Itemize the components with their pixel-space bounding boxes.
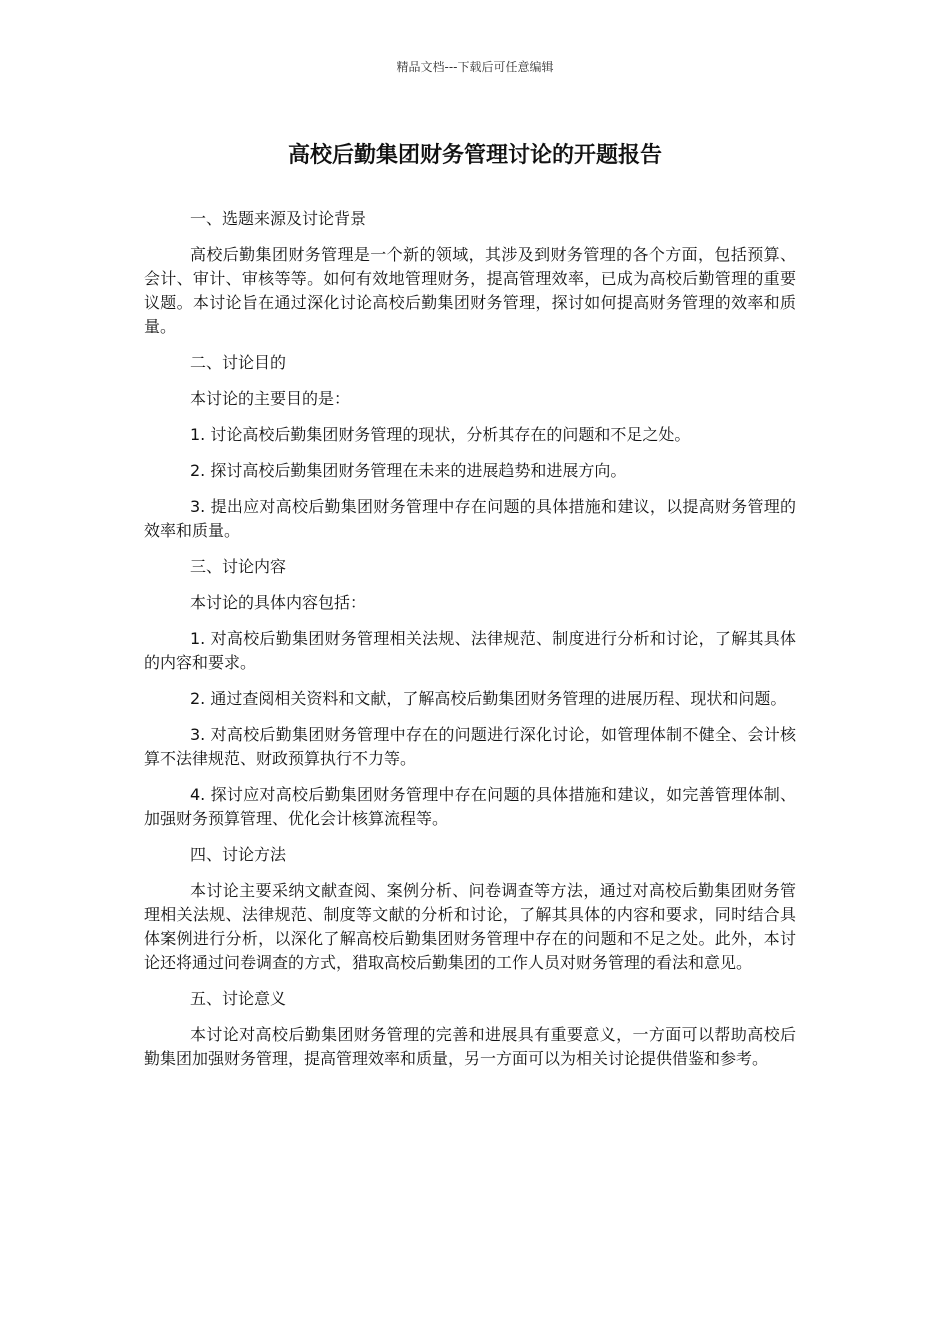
document-title: 高校后勤集团财务管理讨论的开题报告 [287, 143, 662, 168]
list-item-purpose-2: 2. 探讨高校后勤集团财务管理在未来的进展趋势和进展方向。 [190, 461, 627, 480]
paragraph-background: 高校后勤集团财务管理是一个新的领域，其涉及到财务管理的各个方面，包括预算、会计、审计、审核等等。如何有效地管理财务，提高管理效率，已成为高校后勤管理的重要议题。本讨论旨在通过深化讨论高校后勤集团财务管理，探讨如何提高财务管理的效率和质量。 [144, 245, 796, 336]
document-body [144, 207, 796, 1083]
list-item-content-3: 3. 对高校后勤集团财务管理中存在的问题进行深化讨论，如管理体制不健全、会计核算不法律规范、财政预算执行不力等。 [144, 725, 796, 768]
paragraph-significance: 本讨论对高校后勤集团财务管理的完善和进展具有重要意义，一方面可以帮助高校后勤集团加强财务管理，提高管理效率和质量，另一方面可以为相关讨论提供借鉴和参考。 [144, 1025, 796, 1068]
paragraph-purpose-intro: 本讨论的主要目的是： [190, 389, 351, 408]
list-item-content-1: 1. 对高校后勤集团财务管理相关法规、法律规范、制度进行分析和讨论，了解其具体的内容和要求。 [144, 629, 796, 672]
list-item-purpose-3: 3. 提出应对高校后勤集团财务管理中存在问题的具体措施和建议，以提高财务管理的效率和质量。 [144, 497, 796, 540]
section-heading-purpose: 二、讨论目的 [190, 353, 287, 372]
list-item-content-4: 4. 探讨应对高校后勤集团财务管理中存在问题的具体措施和建议，如完善管理体制、加强财务预算管理、优化会计核算流程等。 [144, 785, 796, 828]
list-item-content-2: 2. 通过查阅相关资料和文献，了解高校后勤集团财务管理的进展历程、现状和问题。 [190, 689, 787, 708]
section-heading-content: 三、讨论内容 [190, 557, 287, 576]
list-item-purpose-1: 1. 讨论高校后勤集团财务管理的现状，分析其存在的问题和不足之处。 [190, 425, 691, 444]
section-heading-significance: 五、讨论意义 [190, 989, 287, 1008]
header-note: 精品文档---下载后可任意编辑 [396, 60, 554, 74]
section-heading-background: 一、选题来源及讨论背景 [190, 209, 367, 228]
paragraph-content-intro: 本讨论的具体内容包括： [190, 593, 367, 612]
section-heading-method: 四、讨论方法 [190, 845, 287, 864]
paragraph-method: 本讨论主要采纳文献查阅、案例分析、问卷调查等方法，通过对高校后勤集团财务管理相关法规、法律规范、制度等文献的分析和讨论，了解其具体的内容和要求，同时结合具体案例进行分析，以深化了解高校后勤集团财务管理中存在的问题和不足之处。此外，本讨论还将通过问卷调查的方式，猎取高校后勤集团的工作人员对财务管理的看法和意见。 [144, 881, 796, 972]
